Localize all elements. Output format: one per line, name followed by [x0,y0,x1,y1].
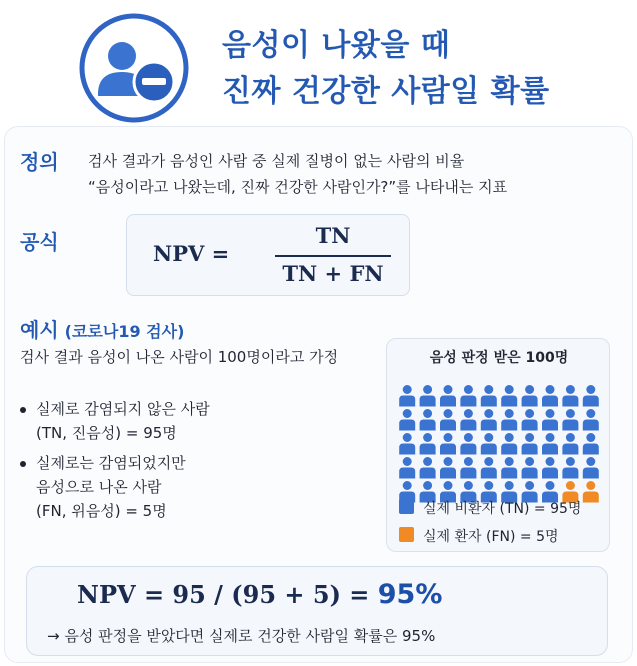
person-icon [562,433,578,455]
result-formula-text: NPV = 95 / (95 + 5) = [77,580,370,609]
person-icon [420,457,436,479]
person-icon [562,457,578,479]
person-icon [481,409,497,431]
people-chart-box [386,338,610,552]
person-icon [460,385,476,407]
person-icon [583,409,599,431]
person-icon [542,433,558,455]
header [0,0,637,122]
person-icon [420,433,436,455]
page-title-line1: 음성이 나왔을 때 [222,28,451,63]
people-grid [397,383,601,503]
bullet-dot [20,407,26,413]
person-icon [440,457,456,479]
person-icon [501,433,517,455]
person-icon [562,409,578,431]
definition-line1: 검사 결과가 음성인 사람 중 실제 질병이 없는 사람의 비율 [88,152,465,170]
person-icon [562,385,578,407]
person-icon [522,433,538,455]
definition-line2: “음성이라고 나왔는데, 진짜 건강한 사람인가?”를 나타내는 지표 [88,178,508,196]
negative-person-icon [78,12,190,124]
person-icon [481,433,497,455]
person-icon [399,385,415,407]
person-icon [399,409,415,431]
person-icon [542,409,558,431]
bullet2-line1: 실제로는 감염되었지만 [36,454,186,472]
person-icon [481,457,497,479]
bullet-dot [20,461,26,467]
legend-label-fn: 실제 환자 (FN) = 5명 [423,529,559,545]
formula-denominator: TN + FN [282,261,384,286]
person-icon [522,457,538,479]
person-icon [522,409,538,431]
person-icon [583,481,599,503]
person-icon [583,457,599,479]
people-chart-title: 음성 판정 받은 100명 [429,350,569,366]
person-icon [399,433,415,455]
person-icon [542,457,558,479]
formula-lhs: NPV = [153,241,230,266]
person-icon [420,409,436,431]
legend-swatch-tn [399,499,414,514]
person-icon [440,409,456,431]
person-icon [399,457,415,479]
legend-swatch-fn [399,527,414,542]
page-title-line2: 진짜 건강한 사람일 확률 [222,74,550,109]
person-icon [440,385,456,407]
person-icon [460,433,476,455]
person-icon [501,409,517,431]
result-note: → 음성 판정을 받았다면 실제로 건강한 사람일 확률은 95% [47,627,436,645]
result-formula [77,579,442,610]
bullet2-line3: (FN, 위음성) = 5명 [36,502,167,520]
example-heading-text: 예시 [20,318,59,342]
bullet1-line1: 실제로 감염되지 않은 사람 [36,400,210,418]
definition-heading: 정의 [20,150,59,174]
person-icon [481,385,497,407]
person-icon [501,457,517,479]
person-icon [440,433,456,455]
formula-numerator: TN [315,223,351,248]
person-icon [583,433,599,455]
person-icon [460,457,476,479]
result-box [26,566,608,656]
formula-box [126,214,410,296]
legend-label-tn: 실제 비환자 (TN) = 95명 [423,501,582,517]
bullet2-line2: 음성으로 나온 사람 [36,478,162,496]
person-icon [460,409,476,431]
person-icon [542,385,558,407]
fraction-bar [275,255,391,257]
bullet1-line2: (TN, 진음성) = 95명 [36,424,177,442]
example-heading [20,314,184,343]
example-assumption: 검사 결과 음성이 나온 사람이 100명이라고 가정 [20,348,339,366]
formula-heading: 공식 [20,230,59,254]
person-icon [522,385,538,407]
person-icon [583,385,599,407]
result-value: 95% [377,579,443,610]
person-icon [501,385,517,407]
example-subheading: (코로나19 검사) [64,322,185,341]
person-icon [420,385,436,407]
